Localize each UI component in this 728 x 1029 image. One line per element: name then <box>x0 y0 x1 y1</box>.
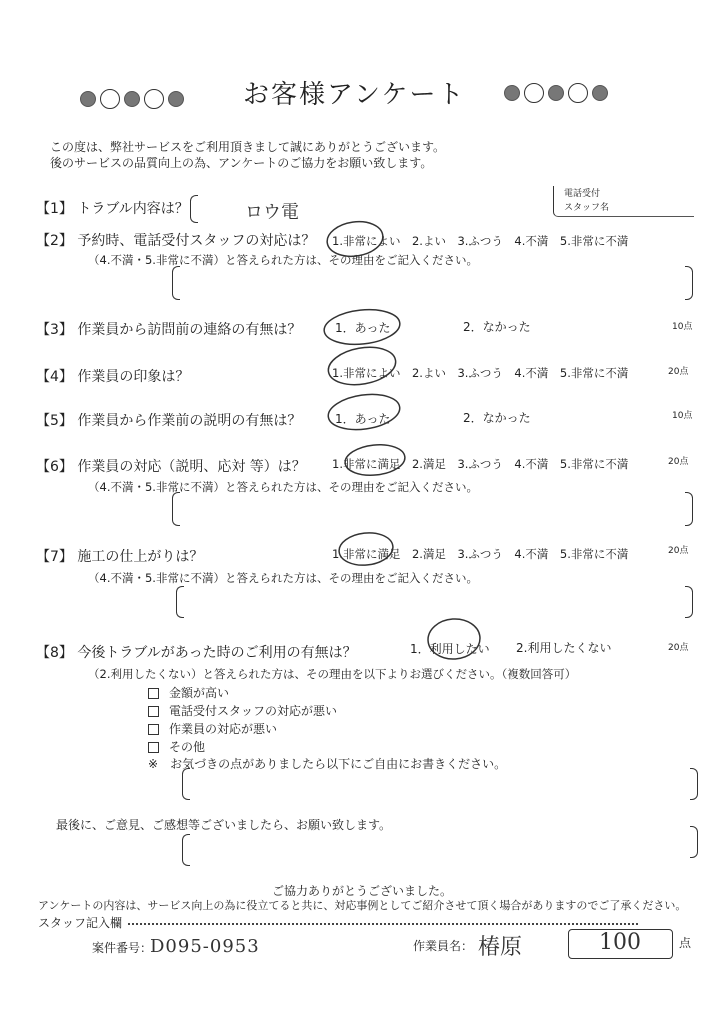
q6-points: 20点 <box>668 457 689 467</box>
q6-note: （4.不満・5.非常に不満）と答えられた方は、その理由をご記入ください。 <box>88 480 478 494</box>
worker-name-label: 作業員名： <box>413 939 474 953</box>
q8-note: （2.利用したくない）と答えられた方は、その理由を以下よりお選びください。（複数回答可） <box>88 667 577 681</box>
q5-label: 【5】 作業員から作業前の説明の有無は？ <box>36 413 302 429</box>
q3-option-2: 2．なかった <box>463 320 531 334</box>
staff-box-line2: スタッフ名 <box>564 203 610 213</box>
note-mark: ※ <box>148 757 159 771</box>
q8-option-2: 2.利用したくない <box>516 641 612 655</box>
staff-box-line1: 電話受付 <box>564 189 601 199</box>
intro-line-1: この度は、弊社サービスをご利用頂きまして誠にありがとうございます。 <box>50 140 446 154</box>
q5-option-2: 2．なかった <box>463 411 531 425</box>
q1-answer: ロウ電 <box>245 202 299 223</box>
case-number-value: D095-0953 <box>150 936 260 957</box>
score-unit: 点 <box>679 936 692 950</box>
reason-label: 電話受付スタッフの対応が悪い <box>169 704 338 718</box>
q4-points: 20点 <box>668 367 689 377</box>
q1-label: 【1】 トラブル内容は？ <box>36 201 189 217</box>
q4-label: 【4】 作業員の印象は？ <box>36 369 190 385</box>
q8-points: 20点 <box>668 643 689 653</box>
q3-label: 【3】 作業員から訪問前の連絡の有無は？ <box>36 322 302 338</box>
q4-answer-circle <box>325 342 398 389</box>
q4-options: 1.非常によい 2.よい 3.ふつう 4.不満 5.非常に不満 <box>332 366 629 380</box>
reason-label: その他 <box>169 740 206 754</box>
q2-label: 【2】 予約時、電話受付スタッフの対応は？ <box>36 233 316 249</box>
q2-note: （4.不満・5.非常に不満）と答えられた方は、その理由をご記入ください。 <box>88 253 478 267</box>
q8-label: 【8】 今後トラブルがあった時のご利用の有無は？ <box>36 645 357 661</box>
staff-section-title: スタッフ記入欄 <box>38 916 123 930</box>
q3-points: 10点 <box>672 322 693 332</box>
closing-prompt: 最後に、ご意見、ご感想等ございましたら、お願い致します。 <box>56 818 392 832</box>
q3-option-1: 1．あった <box>335 321 391 335</box>
q3-answer-circle <box>322 306 401 348</box>
q6-answer-circle <box>344 442 407 478</box>
free-comment-label: お気づきの点がありましたら以下にご自由にお書きください。 <box>170 757 507 771</box>
q7-points: 20点 <box>668 546 689 556</box>
reason-label: 金額が高い <box>169 686 230 700</box>
page-title: お客様アンケート <box>243 80 466 110</box>
q7-options: 1.非常に満足 2.満足 3.ふつう 4.不満 5.非常に不満 <box>332 547 629 561</box>
disclaimer-text: アンケートの内容は、サービス向上の為に役立てると共に、対応事例としてご紹介させて頂く場合がありますのでご了承ください。 <box>38 899 687 912</box>
q7-label: 【7】 施工の仕上がりは？ <box>36 549 204 565</box>
thanks-text: ご協力ありがとうございました。 <box>272 884 453 898</box>
q2-answer-circle <box>325 218 385 259</box>
q8-option-1: 1．利用したい <box>410 642 490 656</box>
intro-line-2: 後のサービスの品質向上の為、アンケートのご協力をお願い致します。 <box>50 156 433 170</box>
q6-options: 1.非常に満足 2.満足 3.ふつう 4.不満 5.非常に不満 <box>332 457 629 471</box>
case-number-label: 案件番号： <box>92 941 153 955</box>
q8-answer-circle <box>427 617 482 661</box>
q7-answer-circle <box>337 530 394 567</box>
reason-label: 作業員の対応が悪い <box>169 722 278 736</box>
q5-option-1: 1．あった <box>335 412 391 426</box>
q6-label: 【6】 作業員の対応（説明、応対 等）は？ <box>36 459 306 475</box>
q5-points: 10点 <box>672 411 693 421</box>
q7-note: （4.不満・5.非常に不満）と答えられた方は、その理由をご記入ください。 <box>88 571 478 585</box>
score-value: 100 <box>599 930 641 955</box>
worker-name-value: 椿原 <box>478 935 523 960</box>
q2-options: 1.非常によい 2.よい 3.ふつう 4.不満 5.非常に不満 <box>332 234 629 248</box>
q5-answer-circle <box>326 390 402 434</box>
